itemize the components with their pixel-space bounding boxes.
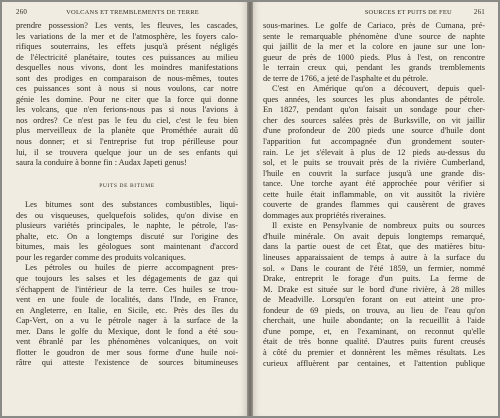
page-number: 261	[473, 8, 485, 16]
text-line: s'échappent de l'intérieur de la terre. Ces huiles se trou-	[16, 284, 238, 294]
paragraph	[263, 221, 485, 369]
text-line: râtre qui atteste l'existence de sources bitumineuses	[16, 358, 238, 368]
text-line: rain. Le jet s'élevait à plus de 12 pieds au-dessus du	[263, 147, 485, 157]
text-line: qui jaillit de la mer et la colore en jaune sur une lon-	[263, 42, 485, 52]
text-line: cette huile était inflammable, on vit aussitôt la rivière	[263, 189, 485, 199]
text-line: plus merveilleux de la planète que Prométhée aurait dû	[16, 126, 238, 136]
text-line: phalte, etc. On a longtemps discuté sur l'origine des	[16, 231, 238, 241]
running-title: SOURCES ET PUITS DE FEU	[364, 9, 452, 16]
text-line: de l'électricité planétaire, toutes ces puissances au milieu	[16, 52, 238, 62]
text-line: saura la conduire à bonne fin : Audax Japeti genus!	[16, 158, 187, 168]
paragraph	[263, 21, 485, 84]
text-line: de Meadville. Lorsqu'en forant on eut atteint une pro-	[263, 295, 485, 305]
text-line: des ou visqueuses, quelquefois solides, qu'on divise en	[16, 210, 238, 220]
text-line: en Angleterre, en Italie, en Sicile, etc. Près des îles du	[16, 305, 238, 315]
text-line: était de très bonne qualité. D'autres puits furent creusés	[263, 337, 485, 347]
text-line: ces puissances sont à nous si nous voulons, car notre	[16, 84, 238, 94]
text-line: M. Drake est située sur le bord d'une rivière, à 28 milles	[263, 284, 485, 294]
left-page-header	[16, 8, 238, 18]
text-line: lineuses apparaissaient de temps à autre à la surface du	[263, 253, 485, 263]
text-line: dommages aux propriétés riveraines.	[263, 210, 386, 220]
text-line: l'apparition fut accompagnée d'un grondement souter-	[263, 137, 485, 147]
text-line: plusieurs variétés principales, le naphte, le pétrole, l'as-	[16, 221, 238, 231]
text-line: de terre de 1766, a jeté de l'asphalte et du pétrole.	[263, 73, 429, 83]
text-line: cher des sources salées près de Burksville, on vit jaillir	[263, 115, 485, 125]
text-line: En 1827, pendant qu'on faisait un sondage pour cher-	[263, 105, 485, 115]
left-page-body	[16, 21, 238, 369]
text-line: nous donner; et si l'entreprise fut trop périlleuse pour	[16, 137, 238, 147]
text-line: tance. Une torche ayant été approchée pour vérifier si	[263, 179, 485, 189]
text-line: à côté du premier et donnèrent les mêmes résultats. Les	[263, 347, 485, 357]
text-line: l'huile en couvrit la surface jusqu'à une grande dis-	[263, 168, 485, 178]
right-page-header	[263, 8, 485, 18]
text-line: curieux affluèrent par centaines, et l'attention publique	[263, 358, 485, 368]
paragraph	[16, 263, 238, 368]
text-line: lui, il se trouvera quelque jour un de ses enfants qui	[16, 147, 238, 157]
text-line: mer. Dans le golfe du Mexique, dont le fond a été sou-	[16, 326, 238, 336]
text-line: les volcans, que n'en ferions-nous pas si nous l'avions à	[16, 105, 238, 115]
text-line: pour les regarder comme des produits volcaniques.	[16, 252, 186, 262]
text-line: sol, et le puits se trouvait près de la rivière Cumberland,	[263, 158, 485, 168]
running-title: VOLCANS ET TREMBLEMENTS DE TERRE	[66, 9, 199, 16]
section-heading: PUITS DE BITUME	[99, 182, 155, 189]
text-line: flotter le goudron de mer sous forme d'une huile noi-	[16, 347, 238, 357]
text-line: couverte de grandes flammes qui causèrent de graves	[263, 200, 485, 210]
text-line: sente le remarquable phénomène d'une source de naphte	[263, 31, 485, 41]
right-page-body	[263, 21, 485, 369]
paragraph	[263, 84, 485, 221]
paragraph	[16, 200, 238, 263]
text-line: dans la partie ouest de cet État, que des matières bitu-	[263, 242, 485, 252]
page-number: 260	[16, 8, 28, 16]
text-line: que toujours les salses et les dégagements de gaz qui	[16, 274, 238, 284]
text-line: d'une profondeur de 200 pieds une source d'huile dont	[263, 126, 485, 136]
text-line: d'une pompe, et, en l'examinant, on reconnut qu'elle	[263, 326, 485, 336]
text-line: desquelles nous vivons, dont les moindres manifestations	[16, 63, 238, 73]
text-line: sous-marines. Le golfe de Cariaco, près de Cumana, pré-	[263, 21, 485, 30]
text-line: Drake, entreprit le forage d'un puits. La ferme de	[263, 274, 485, 284]
text-line: Les pétroles ou huiles de pierre accompagnent pres-	[25, 263, 238, 273]
text-line: C'est en Amérique qu'on a découvert, depuis quel-	[272, 84, 485, 94]
text-line: nos ordres? Ce n'est pas le feu du ciel, c'est le feu bien	[16, 115, 238, 125]
text-line: prendre possession? Les vents, les fleuves, les cascades,	[16, 21, 238, 30]
text-line: fondeur de 69 pieds, on trouva, au lieu de l'eau qu'on	[263, 305, 485, 315]
paragraph	[16, 21, 238, 169]
text-line: d'huile minérale. On avait depuis longtemps remarqué,	[263, 231, 485, 241]
text-line: gueur de près de 1000 pieds. Plus à l'est, on rencontre	[263, 52, 485, 62]
right-page	[253, 2, 498, 416]
text-line: bitumes, mais les géologues sont maintenant d'accord	[16, 242, 238, 252]
text-line: sol. « Dans le courant de l'été 1859, un fermier, nommé	[263, 263, 485, 273]
text-line: les variations de la mer et de l'atmosphère, les foyers calo-	[16, 31, 238, 41]
text-line: vent ébranlé par les phénomènes volcaniques, on voit	[16, 337, 238, 347]
left-page	[2, 2, 247, 416]
text-line: Cap-Vert, on a vu le pétrole nager à la surface de la	[16, 316, 238, 326]
text-line: Les bitumes sont des substances combustibles, liqui-	[25, 200, 238, 210]
text-line: Il existe en Pensylvanie de nombreux puits ou sources	[272, 221, 485, 231]
text-line: ques années, les sources les plus abondantes de pétrole.	[263, 94, 485, 104]
text-line: génie les domine. Pour ne citer que la force qui donne	[16, 94, 238, 104]
text-line: rifiques souterrains, les effets jusqu'à présent négligés	[16, 42, 238, 52]
text-line: vent en une foule de localités, dans l'Inde, en France,	[16, 295, 238, 305]
text-line: sont des prodiges en comparaison de nous-mêmes, toutes	[16, 73, 238, 83]
text-line: cherchait, une huile abondante; on la recueillit à l'aide	[263, 316, 485, 326]
text-line: le terrain creux qui, pendant les grands tremblements	[263, 63, 485, 73]
